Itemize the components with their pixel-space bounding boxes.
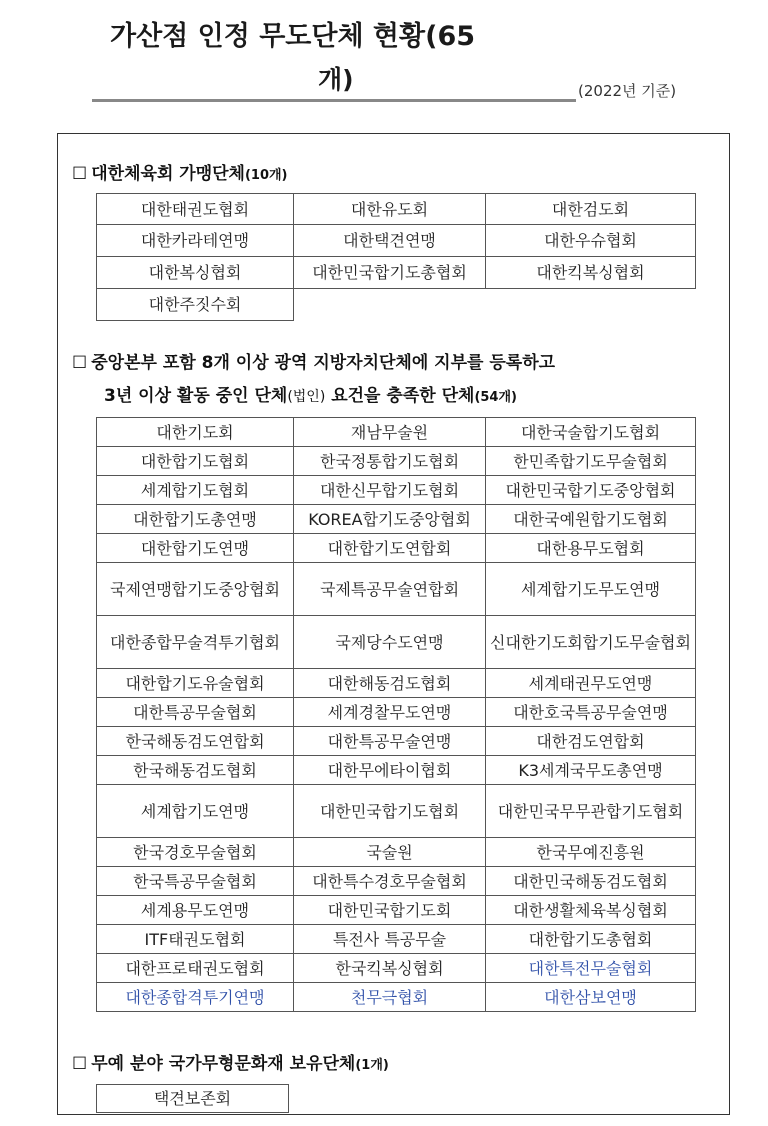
table-cell: 대한특수경호무술협회 — [294, 867, 486, 896]
title-underline — [92, 99, 576, 102]
table-row — [97, 418, 696, 447]
table-cell: 특전사 특공무술 — [294, 925, 486, 954]
section-3-item: 택견보존회 — [96, 1084, 289, 1113]
table-row — [97, 698, 696, 727]
basis-date: (2022년 기준) — [578, 82, 677, 100]
table-cell: 대한특전무술협회 — [486, 954, 696, 983]
section-2-table — [96, 417, 696, 1012]
table-cell: 대한기도회 — [97, 418, 294, 447]
table-row — [97, 534, 696, 563]
checkbox-icon: ☐ — [72, 1054, 88, 1074]
table-cell: 세계태권무도연맹 — [486, 669, 696, 698]
table-cell: 대한민국합기도회 — [294, 896, 486, 925]
table-cell: 대한종합무술격투기협회 — [97, 616, 294, 669]
table-row — [97, 925, 696, 954]
table-cell: 대한검도회 — [486, 194, 696, 225]
table-cell: 대한생활체육복싱협회 — [486, 896, 696, 925]
table-cell: 한국해동검도연합회 — [97, 727, 294, 756]
table-row — [97, 727, 696, 756]
table-cell: 대한신무합기도협회 — [294, 476, 486, 505]
table-row — [97, 563, 696, 616]
table-cell: 대한태권도협회 — [97, 194, 294, 225]
table-cell: 대한민국합기도중앙협회 — [486, 476, 696, 505]
table-cell: 대한합기도협회 — [97, 447, 294, 476]
table-row — [97, 983, 696, 1012]
section-2-line-1: 중앙본부 포함 8개 이상 광역 지방자치단체에 지부를 등록하고 — [91, 353, 556, 373]
table-cell: 대한검도연합회 — [486, 727, 696, 756]
checkbox-icon: ☐ — [72, 353, 88, 373]
table-cell: 대한용무도협회 — [486, 534, 696, 563]
section-1-heading — [72, 159, 288, 184]
table-cell: 대한무에타이협회 — [294, 756, 486, 785]
table-row — [97, 838, 696, 867]
table-cell: 국제특공무술연합회 — [294, 563, 486, 616]
table-cell: 대한합기도유술협회 — [97, 669, 294, 698]
table-cell: 한국특공무술협회 — [97, 867, 294, 896]
table-cell: 한국킥복싱협회 — [294, 954, 486, 983]
table-row — [97, 756, 696, 785]
table-cell: 한국정통합기도협회 — [294, 447, 486, 476]
section-2-corp: (법인) — [287, 389, 326, 405]
table-cell: ITF태권도협회 — [97, 925, 294, 954]
section-1-count: (10개) — [244, 168, 288, 183]
table-cell: 대한삼보연맹 — [486, 983, 696, 1012]
table-row — [97, 257, 696, 289]
table-cell: 한국무예진흥원 — [486, 838, 696, 867]
table-row — [97, 669, 696, 698]
table-cell: 대한민국합기도협회 — [294, 785, 486, 838]
table-cell: 대한카라테연맹 — [97, 225, 294, 257]
page-title — [110, 14, 580, 100]
section-1-table — [96, 193, 696, 321]
table-cell: 대한주짓수회 — [97, 289, 294, 321]
table-cell: KOREA합기도중앙협회 — [294, 505, 486, 534]
table-cell: 재남무술원 — [294, 418, 486, 447]
table-row — [97, 289, 696, 321]
table-row — [97, 616, 696, 669]
table-cell: 대한민국합기도총협회 — [294, 257, 486, 289]
section-2-heading-2 — [104, 381, 517, 406]
table-cell: 한국해동검도협회 — [97, 756, 294, 785]
table-cell: 대한우슈협회 — [486, 225, 696, 257]
table-cell: 국술원 — [294, 838, 486, 867]
section-3-title: 무예 분야 국가무형문화재 보유단체 — [91, 1054, 356, 1074]
checkbox-icon: ☐ — [72, 164, 88, 184]
table-cell: 대한합기도총협회 — [486, 925, 696, 954]
table-row — [97, 476, 696, 505]
table-cell: K3세계국무도총연맹 — [486, 756, 696, 785]
table-cell: 대한민국무무관합기도협회 — [486, 785, 696, 838]
table-cell: 대한합기도연맹 — [97, 534, 294, 563]
section-3-count: (1개) — [355, 1058, 389, 1073]
table-cell: 한민족합기도무술협회 — [486, 447, 696, 476]
table-cell: 세계경찰무도연맹 — [294, 698, 486, 727]
table-cell: 대한킥복싱협회 — [486, 257, 696, 289]
table-cell: 대한프로태권도협회 — [97, 954, 294, 983]
table-cell: 대한국술합기도협회 — [486, 418, 696, 447]
table-row — [97, 954, 696, 983]
table-cell: 대한민국해동검도협회 — [486, 867, 696, 896]
table-cell: 대한종합격투기연맹 — [97, 983, 294, 1012]
table-cell: 대한호국특공무술연맹 — [486, 698, 696, 727]
table-row — [97, 896, 696, 925]
table-cell: 대한합기도연합회 — [294, 534, 486, 563]
table-cell: 국제당수도연맹 — [294, 616, 486, 669]
table-cell: 한국경호무술협회 — [97, 838, 294, 867]
table-row — [97, 194, 696, 225]
table-cell: 국제연맹합기도중앙협회 — [97, 563, 294, 616]
section-2-line-2a: 3년 이상 활동 중인 단체 — [104, 386, 288, 406]
table-row — [97, 447, 696, 476]
table-row — [97, 785, 696, 838]
title-line-1: 가산점 인정 무도단체 현황(65 — [110, 21, 476, 52]
table-cell: 대한합기도총연맹 — [97, 505, 294, 534]
table-row — [97, 225, 696, 257]
table-cell: 세계합기도연맹 — [97, 785, 294, 838]
section-3-heading — [72, 1049, 389, 1074]
table-cell: 대한복싱협회 — [97, 257, 294, 289]
table-cell: 대한특공무술협회 — [97, 698, 294, 727]
table-cell: 신대한기도회합기도무술협회 — [486, 616, 696, 669]
section-1-title: 대한체육회 가맹단체 — [91, 164, 245, 184]
table-cell: 천무극협회 — [294, 983, 486, 1012]
table-cell: 세계합기도무도연맹 — [486, 563, 696, 616]
empty-cell — [294, 289, 696, 321]
table-row — [97, 505, 696, 534]
table-cell: 대한유도회 — [294, 194, 486, 225]
section-2-count: (54개) — [474, 390, 517, 405]
section-2-heading — [72, 348, 555, 373]
table-row — [97, 867, 696, 896]
section-2-line-2c: 요건을 충족한 단체 — [325, 386, 475, 406]
table-cell: 대한특공무술연맹 — [294, 727, 486, 756]
table-cell: 세계용무도연맹 — [97, 896, 294, 925]
table-cell: 대한택견연맹 — [294, 225, 486, 257]
table-cell: 대한국예원합기도협회 — [486, 505, 696, 534]
title-line-2: 개) — [318, 65, 354, 94]
table-cell: 세계합기도협회 — [97, 476, 294, 505]
table-cell: 대한해동검도협회 — [294, 669, 486, 698]
